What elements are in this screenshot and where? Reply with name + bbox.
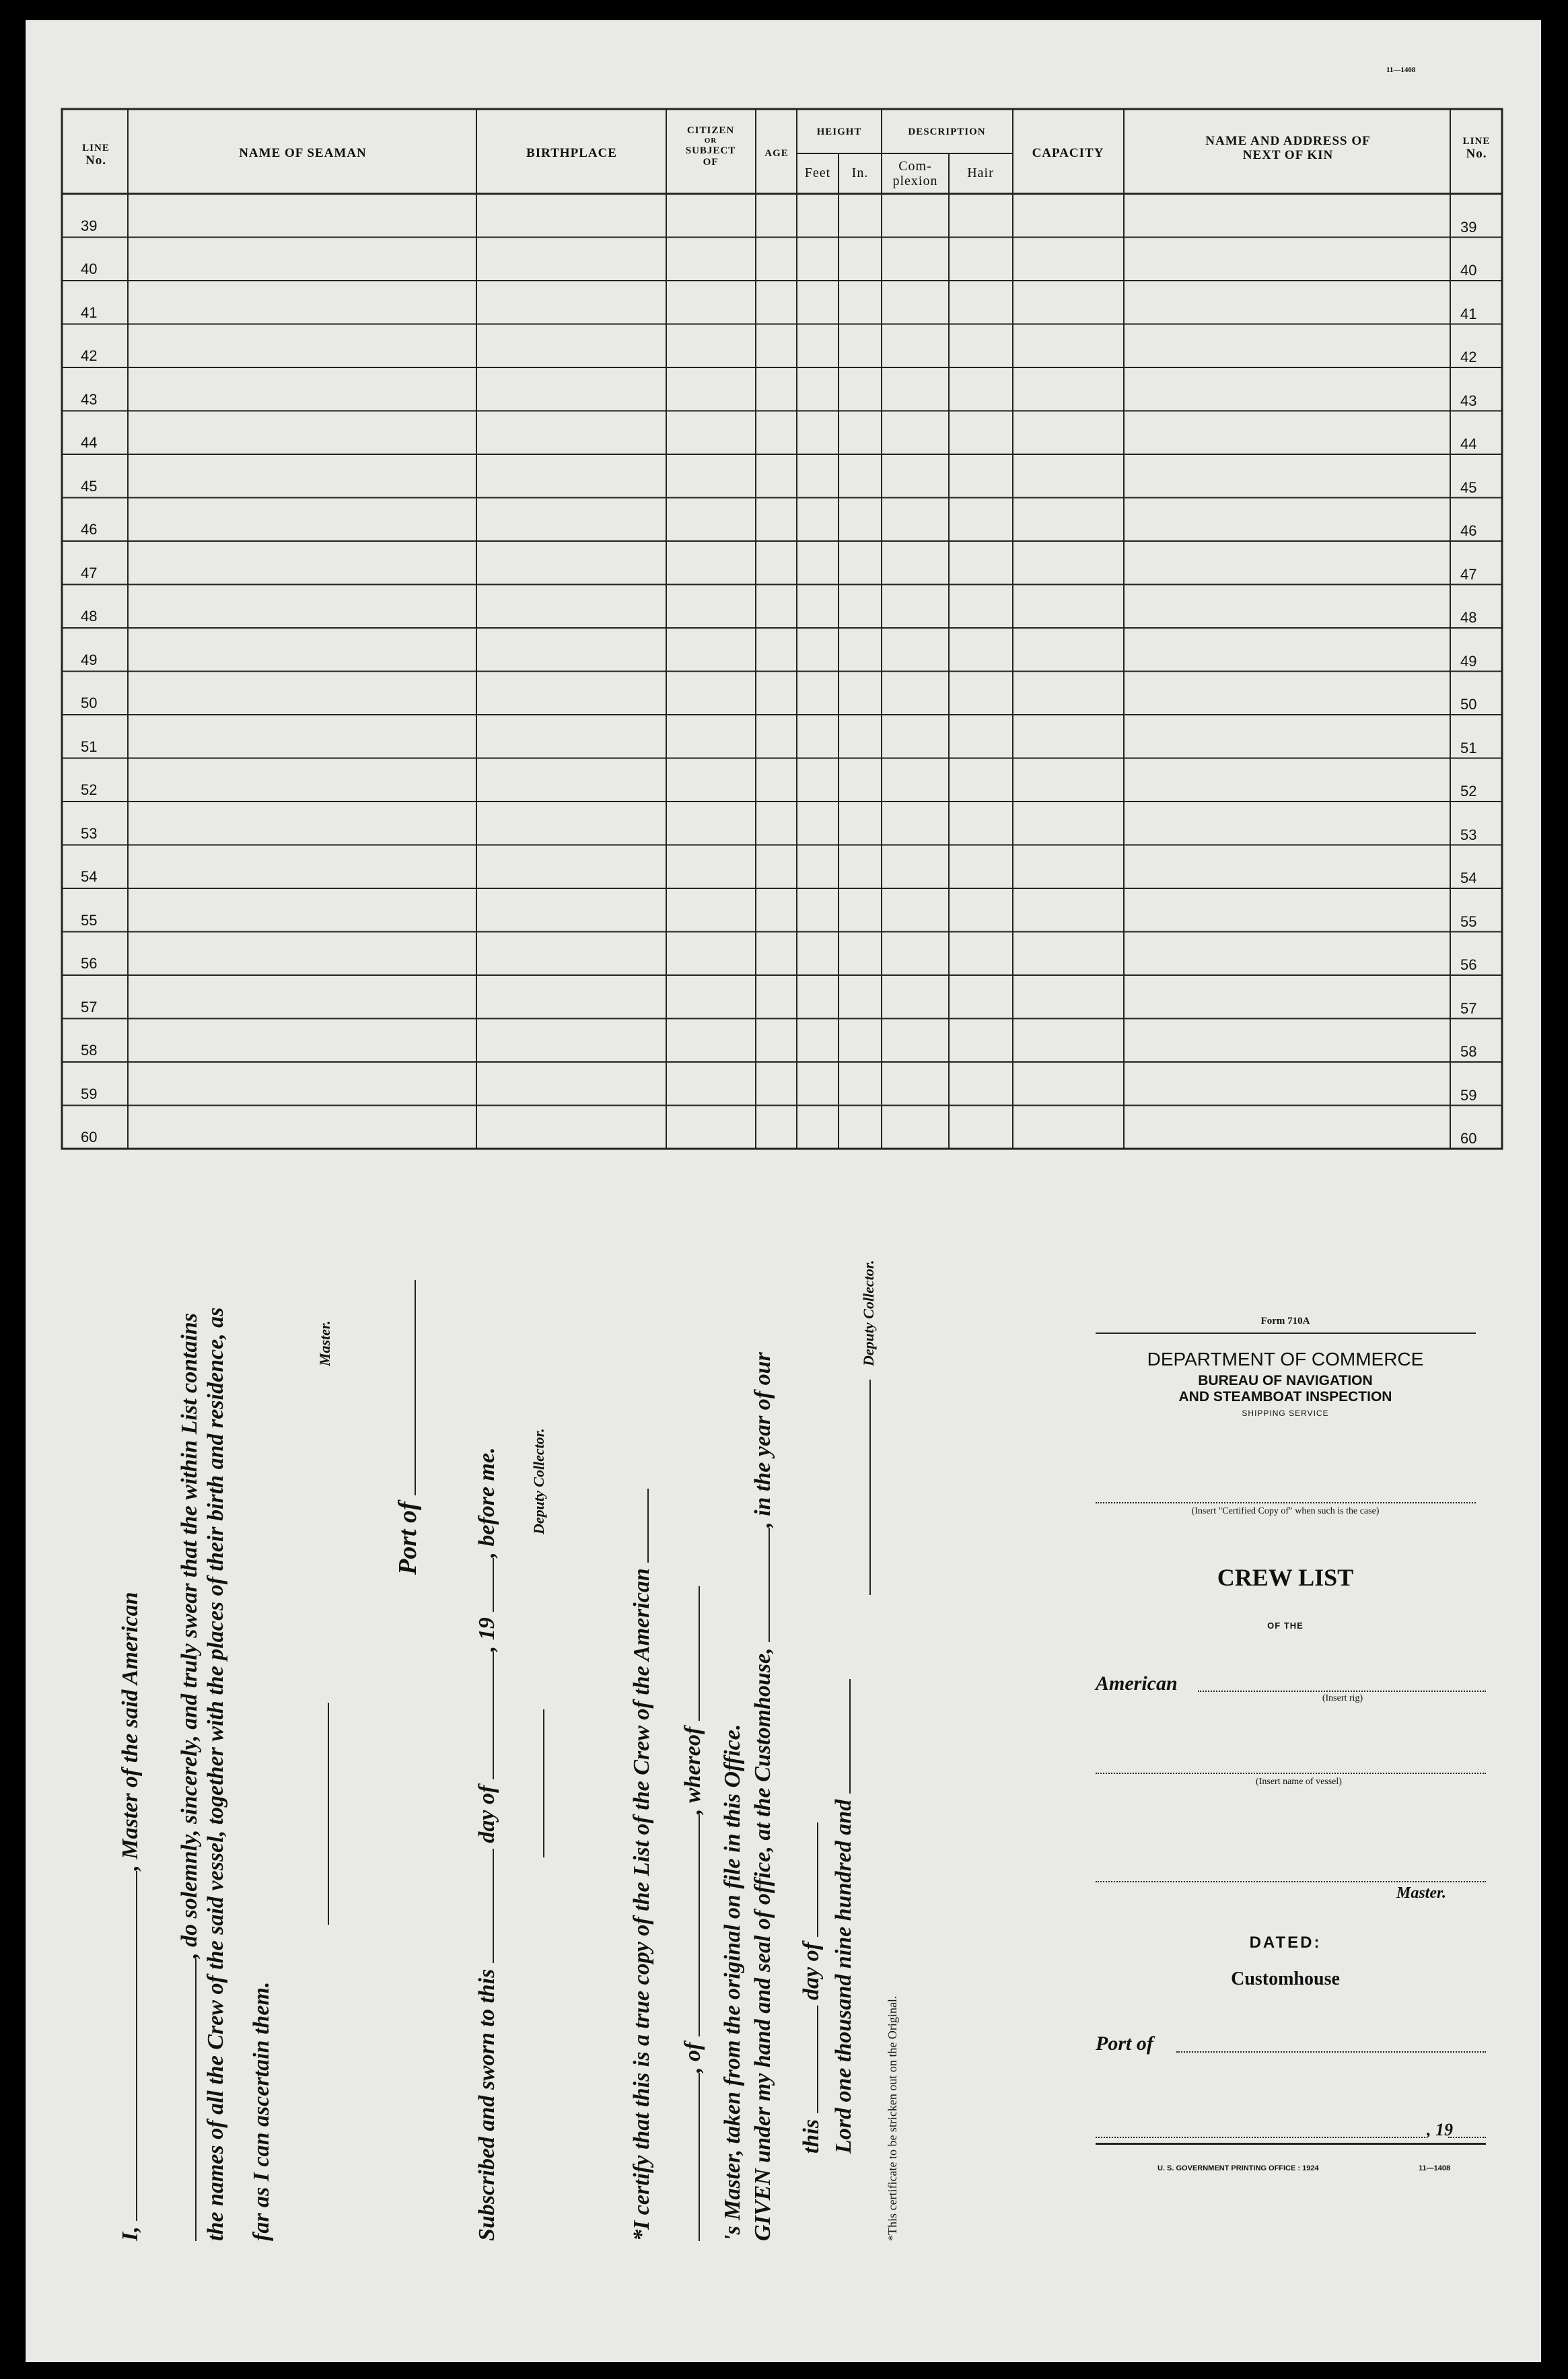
line-number-left: 50: [81, 695, 98, 711]
oath-master-of: , Master of the said American: [118, 1592, 143, 1871]
given-year-of-our: , in the year of our: [750, 1352, 775, 1528]
header-citizen-line1: CITIZEN: [686, 125, 735, 136]
header-complexion-line1: Com-: [898, 159, 932, 174]
header-name-of-seaman: NAME OF SEAMAN: [239, 146, 367, 160]
cover-rule-top: [1096, 1333, 1476, 1334]
header-citizen-line3: SUBJECT: [685, 145, 736, 156]
header-line-no-left: [67, 143, 124, 168]
cover-bureau-1: BUREAU OF NAVIGATION: [1198, 1373, 1373, 1388]
header-age: AGE: [764, 148, 789, 159]
oath-line-2: [172, 1313, 203, 2241]
cover-department: DEPARTMENT OF COMMERCE: [1147, 1349, 1424, 1370]
header-hair: Hair: [967, 166, 994, 180]
cover-date-line[interactable]: [1096, 2137, 1425, 2138]
cover-master: Master.: [1396, 1884, 1447, 1902]
line-number-right: 60: [1460, 1130, 1477, 1147]
line-number-right: 58: [1460, 1043, 1477, 1060]
certify-text: *I certify that this is a true copy of the List of the Crew of the American: [629, 1568, 654, 2241]
subscribed-day-of: day of: [474, 1785, 499, 1843]
header-citizen-line2: OR: [704, 137, 717, 145]
header-capacity: CAPACITY: [1032, 146, 1104, 160]
line-number-left: 46: [81, 521, 98, 538]
subscribed-year-blank[interactable]: [470, 1558, 494, 1612]
line-number-right: 53: [1460, 826, 1477, 843]
line-number-right: 45: [1460, 478, 1477, 496]
oath-vessel-name-blank[interactable]: [172, 1958, 197, 2241]
cover-title: CREW LIST: [1217, 1564, 1354, 1591]
oath-deputy-signature-1: [520, 1709, 550, 1857]
oath-certificate-block: [113, 1245, 921, 2241]
oath-port-blank[interactable]: [389, 1280, 416, 1495]
certify-port-blank[interactable]: [676, 1814, 700, 2036]
line-number-right: 57: [1460, 999, 1477, 1017]
header-no-label-right: No.: [1466, 146, 1487, 161]
line-number-left: 55: [81, 911, 98, 929]
cover-insert-rig: (Insert rig): [1322, 1693, 1363, 1703]
certify-master-blank[interactable]: [676, 1586, 700, 1721]
line-number-left: 40: [81, 260, 98, 277]
cover-port-line[interactable]: [1176, 2051, 1486, 2053]
certify-line-2: [676, 1586, 706, 2241]
line-number-right: 41: [1460, 305, 1477, 322]
header-birthplace: BIRTHPLACE: [526, 146, 617, 160]
line-number-right: 59: [1460, 1086, 1477, 1104]
lord-line: [826, 1679, 857, 2154]
line-number-right: 52: [1460, 783, 1477, 800]
deputy-collector-1-blank[interactable]: [520, 1709, 544, 1857]
oath-line-3: the names of all the Crew of the said vessel, together with the places of their birth and residence, as: [203, 1307, 228, 2241]
header-next-of-kin-line2: NEXT OF KIN: [1242, 147, 1334, 162]
lord-year-blank[interactable]: [826, 1679, 851, 1794]
oath-port-of-label: Port of: [394, 1501, 422, 1575]
cover-printer: U. S. GOVERNMENT PRINTING OFFICE : 1924: [1157, 2164, 1319, 2172]
line-number-right: 56: [1460, 956, 1477, 973]
header-complexion-line2: plexion: [892, 174, 938, 188]
master-signature-blank[interactable]: [305, 1703, 329, 1925]
this-day-line: [794, 1822, 824, 2154]
line-number-right: 46: [1460, 522, 1477, 539]
header-citizen-line4: OF: [703, 157, 719, 168]
this-day-blank[interactable]: [794, 2005, 818, 2113]
cover-service: SHIPPING SERVICE: [1242, 1409, 1329, 1418]
header-line-no-right: [1452, 136, 1501, 161]
cover-master-line[interactable]: [1096, 1881, 1486, 1882]
line-number-right: 43: [1460, 392, 1477, 409]
line-number-left: 57: [81, 998, 98, 1016]
line-number-right: 55: [1460, 913, 1477, 930]
line-number-left: 39: [81, 217, 98, 234]
line-number-left: 45: [81, 477, 98, 495]
header-next-of-kin: [1127, 135, 1449, 163]
subscribed-month-blank[interactable]: [470, 1652, 494, 1779]
oath-footnote: *This certificate to be stricken out on the Original.: [886, 1995, 899, 2241]
line-number-left: 56: [81, 955, 98, 972]
line-number-left: 60: [81, 1129, 98, 1145]
line-number-left: 41: [81, 304, 98, 321]
cover-certified-line[interactable]: [1096, 1502, 1476, 1503]
oath-i: I,: [118, 2226, 143, 2241]
cover-year: , 19: [1427, 2120, 1453, 2139]
cover-rule-bottom: [1096, 2143, 1486, 2145]
line-number-right: 39: [1460, 218, 1477, 236]
certify-rig-blank[interactable]: [625, 1489, 649, 1563]
line-number-right: 48: [1460, 609, 1477, 626]
oath-deputy-collector-1: Deputy Collector.: [530, 1428, 547, 1534]
line-number-right: 51: [1460, 739, 1477, 756]
line-number-right: 44: [1460, 435, 1477, 452]
cover-rig-line[interactable]: [1198, 1691, 1486, 1692]
line-number-right: 50: [1460, 696, 1477, 713]
cover-of-the: OF THE: [1267, 1621, 1304, 1631]
cover-dated: DATED:: [1249, 1933, 1322, 1952]
line-number-left: 58: [81, 1042, 98, 1059]
given-place-blank[interactable]: [746, 1528, 770, 1642]
subscribed-day-blank[interactable]: [470, 1849, 494, 1963]
line-number-right: 42: [1460, 349, 1477, 365]
oath-port-of: [389, 1280, 423, 1575]
header-feet: Feet: [804, 166, 831, 180]
cover-printer-code: 11—1408: [1419, 2164, 1451, 2172]
oath-master-name-blank[interactable]: [113, 1871, 137, 2221]
line-number-right: 47: [1460, 565, 1477, 583]
lord-text: Lord one thousand nine hundred and: [831, 1799, 856, 2154]
oath-line-4: far as I can ascertain them.: [249, 1981, 274, 2241]
certify-of: , of: [680, 2042, 705, 2073]
subscribed-19: , 19: [474, 1617, 499, 1652]
this-month-blank[interactable]: [794, 1822, 818, 1937]
line-number-left: 47: [81, 564, 98, 581]
header-description: DESCRIPTION: [908, 127, 986, 137]
line-number-left: 43: [81, 390, 98, 408]
header-height: HEIGHT: [816, 127, 862, 137]
deputy-collector-2-blank[interactable]: [847, 1380, 871, 1595]
line-number-left: 48: [81, 608, 98, 625]
line-number-right: 54: [1460, 869, 1477, 886]
oath-line-1: [113, 1592, 143, 2241]
header-inches: In.: [851, 166, 869, 180]
this-day-of: day of: [799, 1942, 824, 2000]
certify-vessel-blank[interactable]: [676, 2073, 700, 2241]
header-citizen: [668, 125, 754, 168]
given-text: GIVEN under my hand and seal of office, at the Customhouse,: [750, 1647, 775, 2241]
oath-deputy-collector-2: Deputy Collector.: [860, 1260, 877, 1366]
cover-form-no: Form 710A: [1260, 1316, 1310, 1326]
this-label: this: [799, 2119, 824, 2154]
line-number-left: 52: [81, 781, 98, 798]
line-number-left: 53: [81, 824, 98, 842]
cover-insert-vessel: (Insert name of vessel): [1256, 1777, 1342, 1787]
cover-insert-certified: (Insert "Certified Copy of" when such is the case): [1191, 1506, 1380, 1516]
line-number-left: 42: [81, 347, 98, 364]
line-number-right: 40: [1460, 262, 1477, 279]
header-line-label: LINE: [82, 143, 110, 153]
form-code-top: 11—1408: [1386, 66, 1416, 74]
certify-whereof: , whereof: [680, 1726, 705, 1815]
line-number-left: 59: [81, 1085, 98, 1102]
line-number-right: 49: [1460, 652, 1477, 670]
cover-vessel-line[interactable]: [1096, 1773, 1486, 1774]
line-number-left: 44: [81, 434, 98, 451]
line-number-left: 49: [81, 651, 98, 668]
header-complexion: [883, 159, 948, 188]
cover-port-of: Port of: [1096, 2032, 1153, 2055]
certify-line-3: 's Master, taken from the original on file in this Office.: [720, 1724, 745, 2241]
line-number-left: 51: [81, 738, 98, 755]
cover-american: American: [1096, 1672, 1178, 1695]
oath-swear-text: , do solemnly, sincerely, and truly swear that the within List contains: [177, 1312, 202, 1958]
certify-line-1: [625, 1489, 655, 2241]
header-no-label: No.: [85, 153, 106, 168]
crew-table-grid: [0, 0, 1568, 1158]
header-next-of-kin-line1: NAME AND ADDRESS OF: [1205, 134, 1371, 148]
subscribed-text: Subscribed and sworn to this: [474, 1968, 499, 2241]
header-line-label-right: LINE: [1462, 136, 1491, 147]
cover-bureau-2: AND STEAMBOAT INSPECTION: [1178, 1389, 1392, 1405]
cover-year-line[interactable]: [1448, 2137, 1486, 2138]
oath-master-signature: [305, 1703, 335, 1925]
oath-deputy-signature-2: [847, 1380, 877, 1595]
cover-customhouse: Customhouse: [1231, 1968, 1340, 1989]
oath-master-label: Master.: [316, 1320, 333, 1366]
line-number-left: 54: [81, 868, 98, 885]
oath-subscribed-line: [470, 1447, 500, 2241]
subscribed-before-me: , before me.: [474, 1447, 499, 1558]
given-line: [746, 1352, 776, 2241]
